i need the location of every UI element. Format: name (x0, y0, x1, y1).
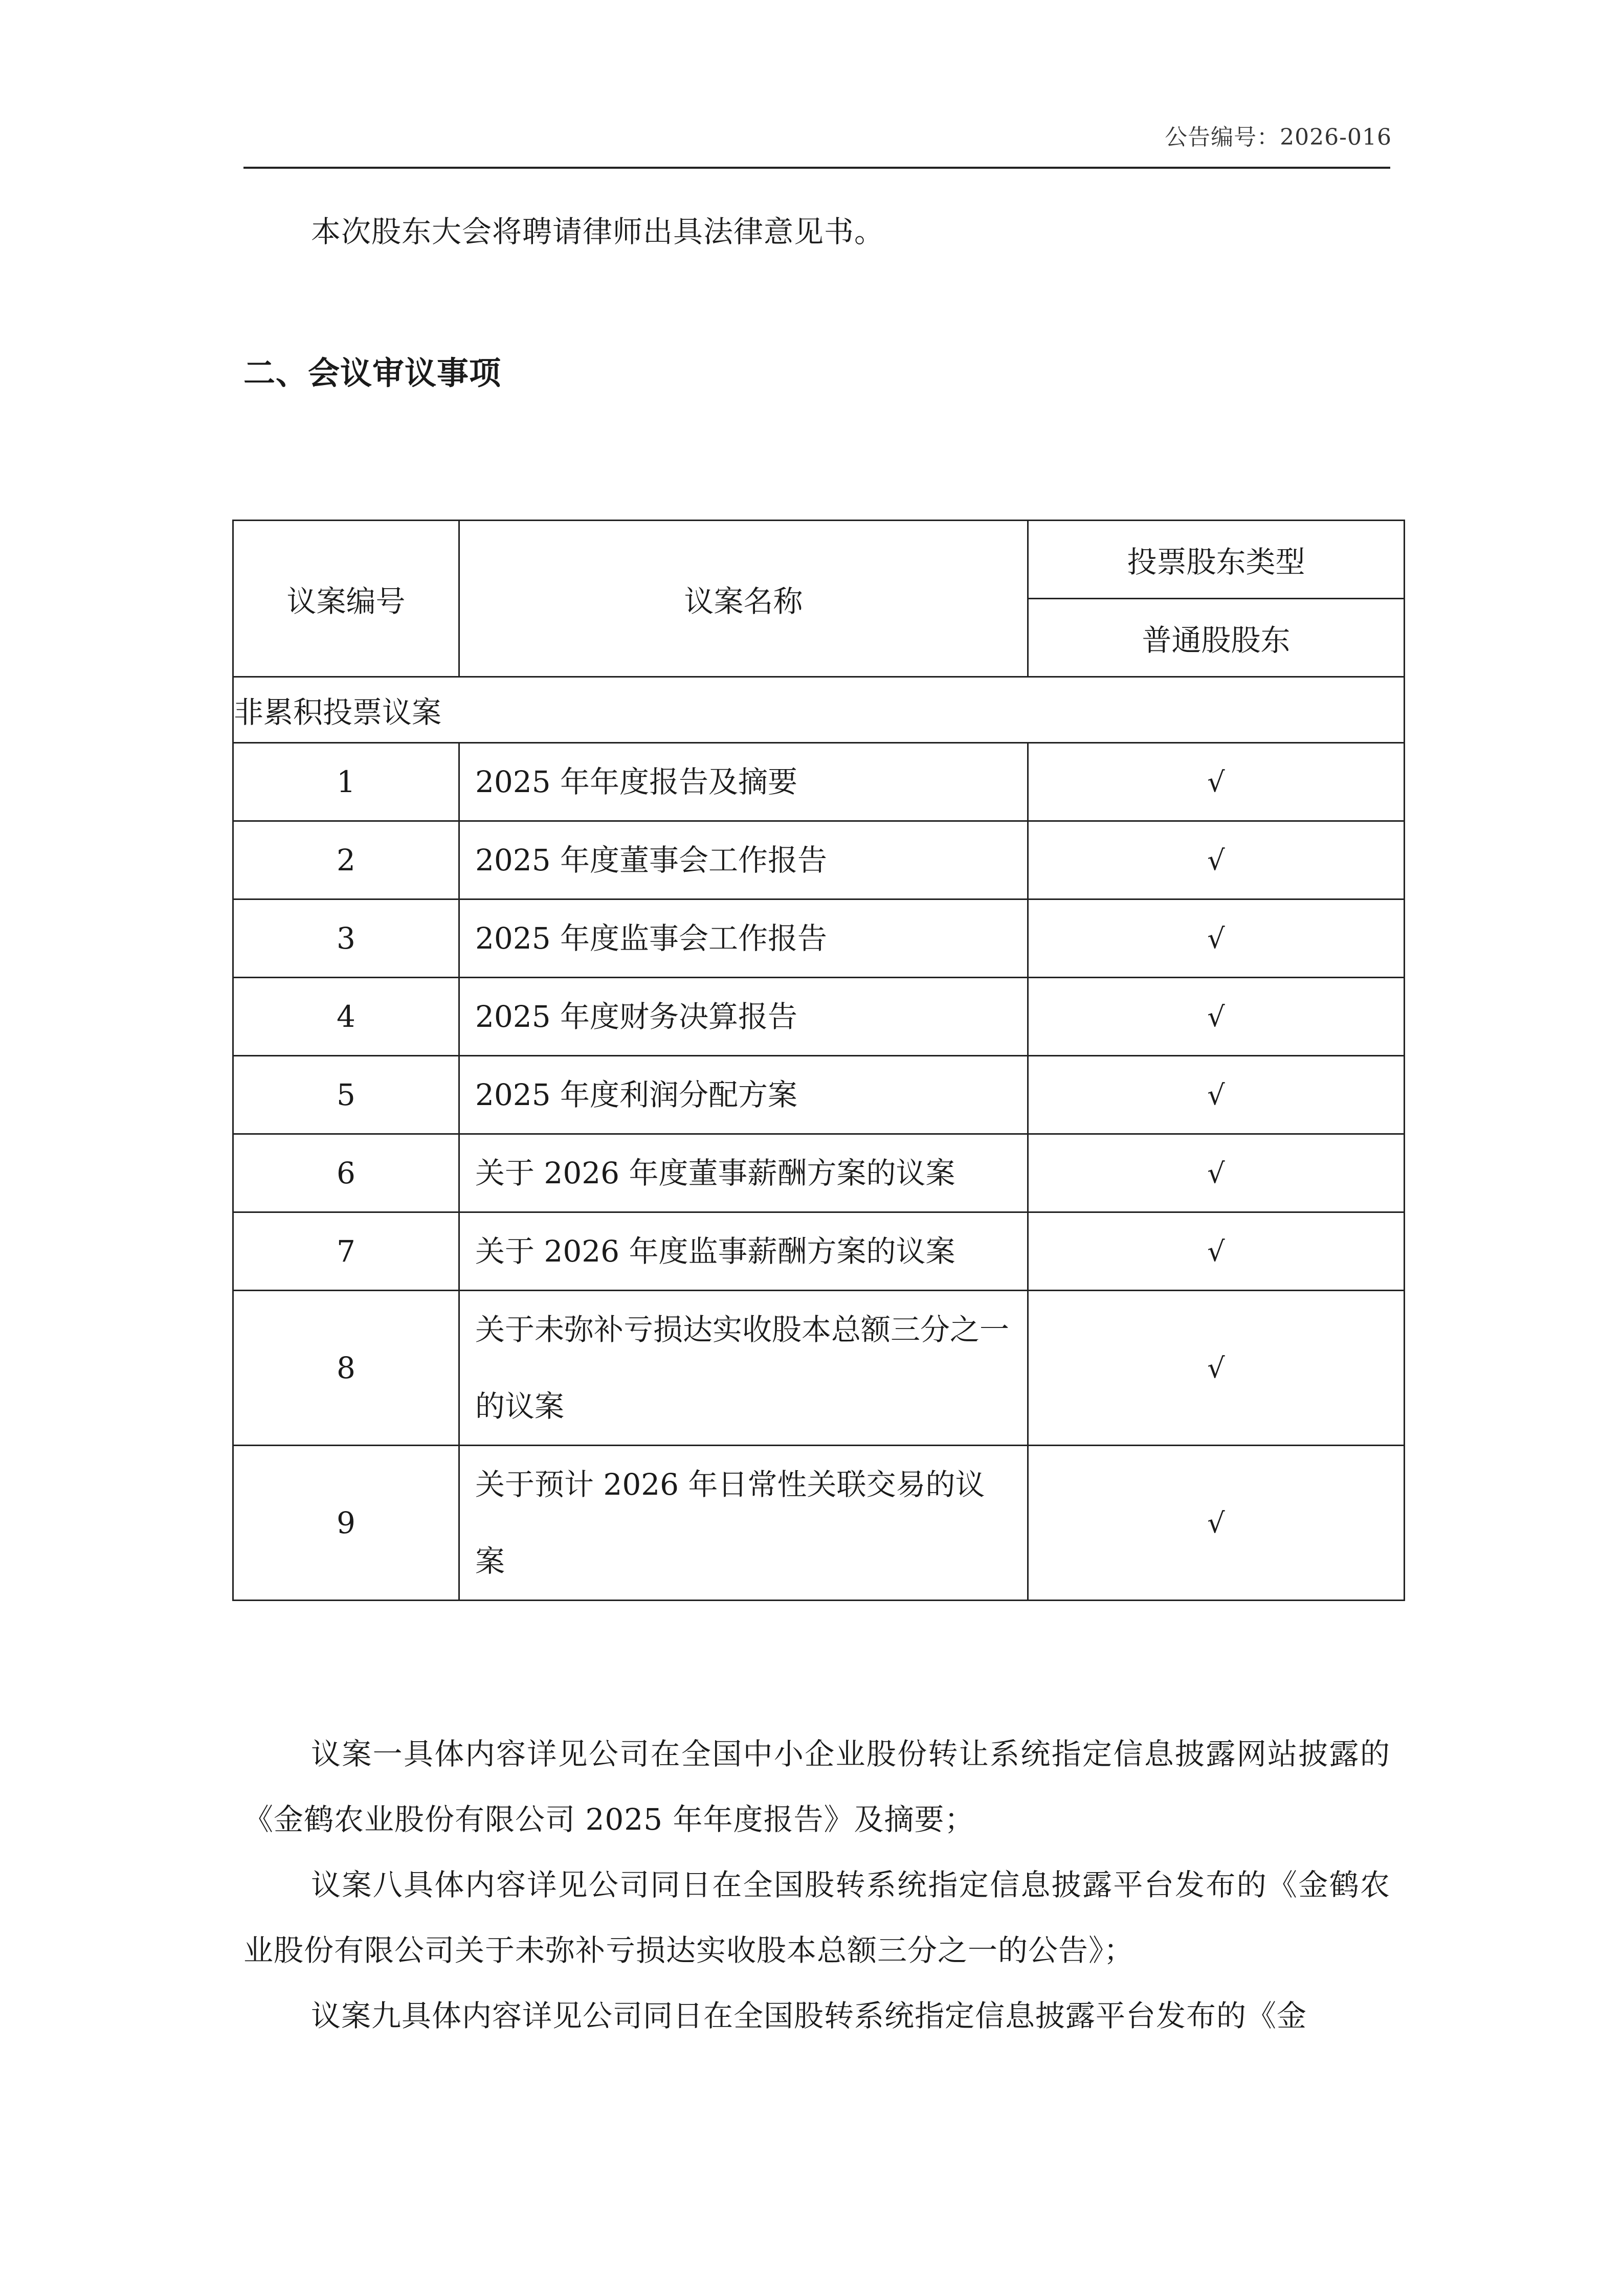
motion-name: 2025 年度财务决算报告 (459, 978, 1028, 1056)
table-row (233, 978, 1405, 1056)
header-voter-type: 投票股东类型 (1028, 521, 1405, 599)
table-row (233, 1212, 1405, 1291)
section-heading: 二、会议审议事项 (243, 354, 502, 392)
motion-name: 2025 年度利润分配方案 (459, 1056, 1028, 1134)
vote-check-mark: √ (1028, 1446, 1405, 1601)
intro-paragraph: 本次股东大会将聘请律师出具法律意见书。 (311, 214, 885, 249)
table-row (233, 899, 1405, 978)
note-paragraph: 议案一具体内容详见公司在全国中小企业股份转让系统指定信息披露网站披露的《金鹤农业股份有限公司 2025 年年度报告》及摘要； (243, 1737, 1390, 1837)
motion-number: 4 (233, 978, 459, 1056)
vote-check-mark: √ (1028, 899, 1405, 978)
motions-table (232, 520, 1405, 1601)
vote-check-mark: √ (1028, 1134, 1405, 1212)
header-divider (243, 167, 1390, 169)
header-common-shareholders: 普通股股东 (1028, 599, 1405, 677)
motion-name: 关于 2026 年度董事薪酬方案的议案 (459, 1134, 1028, 1212)
table-row (233, 1134, 1405, 1212)
table-row (233, 743, 1405, 821)
notes-section (243, 1721, 1390, 2049)
vote-check-mark: √ (1028, 978, 1405, 1056)
vote-check-mark: √ (1028, 743, 1405, 821)
motion-number: 7 (233, 1212, 459, 1291)
vote-check-mark: √ (1028, 1056, 1405, 1134)
vote-check-mark: √ (1028, 1212, 1405, 1291)
motion-name: 关于预计 2026 年日常性关联交易的议案 (459, 1446, 1028, 1601)
group-label: 非累积投票议案 (233, 677, 1405, 743)
vote-check-mark: √ (1028, 821, 1405, 899)
motion-name: 2025 年年度报告及摘要 (459, 743, 1028, 821)
motion-number: 5 (233, 1056, 459, 1134)
table-row (233, 1446, 1405, 1601)
motion-number: 9 (233, 1446, 459, 1601)
table-row (233, 1291, 1405, 1446)
header-motion-name: 议案名称 (459, 521, 1028, 677)
motion-name: 2025 年度董事会工作报告 (459, 821, 1028, 899)
motion-number: 1 (233, 743, 459, 821)
note-paragraph: 议案八具体内容详见公司同日在全国股转系统指定信息披露平台发布的《金鹤农业股份有限公司关于未弥补亏损达实收股本总额三分之一的公告》； (243, 1867, 1390, 1968)
note-paragraph: 议案九具体内容详见公司同日在全国股转系统指定信息披露平台发布的《金 (311, 1998, 1307, 2033)
motion-name: 2025 年度监事会工作报告 (459, 899, 1028, 978)
motion-number: 2 (233, 821, 459, 899)
motion-name: 关于 2026 年度监事薪酬方案的议案 (459, 1212, 1028, 1291)
motion-number: 6 (233, 1134, 459, 1212)
motion-number: 3 (233, 899, 459, 978)
table-row (233, 821, 1405, 899)
group-row (233, 677, 1405, 743)
vote-check-mark: √ (1028, 1291, 1405, 1446)
motion-number: 8 (233, 1291, 459, 1446)
table-header-row (233, 521, 1405, 599)
table-row (233, 1056, 1405, 1134)
motion-name: 关于未弥补亏损达实收股本总额三分之一的议案 (459, 1291, 1028, 1446)
header-motion-number: 议案编号 (233, 521, 459, 677)
announcement-number: 公告编号：2026-016 (1165, 124, 1392, 150)
